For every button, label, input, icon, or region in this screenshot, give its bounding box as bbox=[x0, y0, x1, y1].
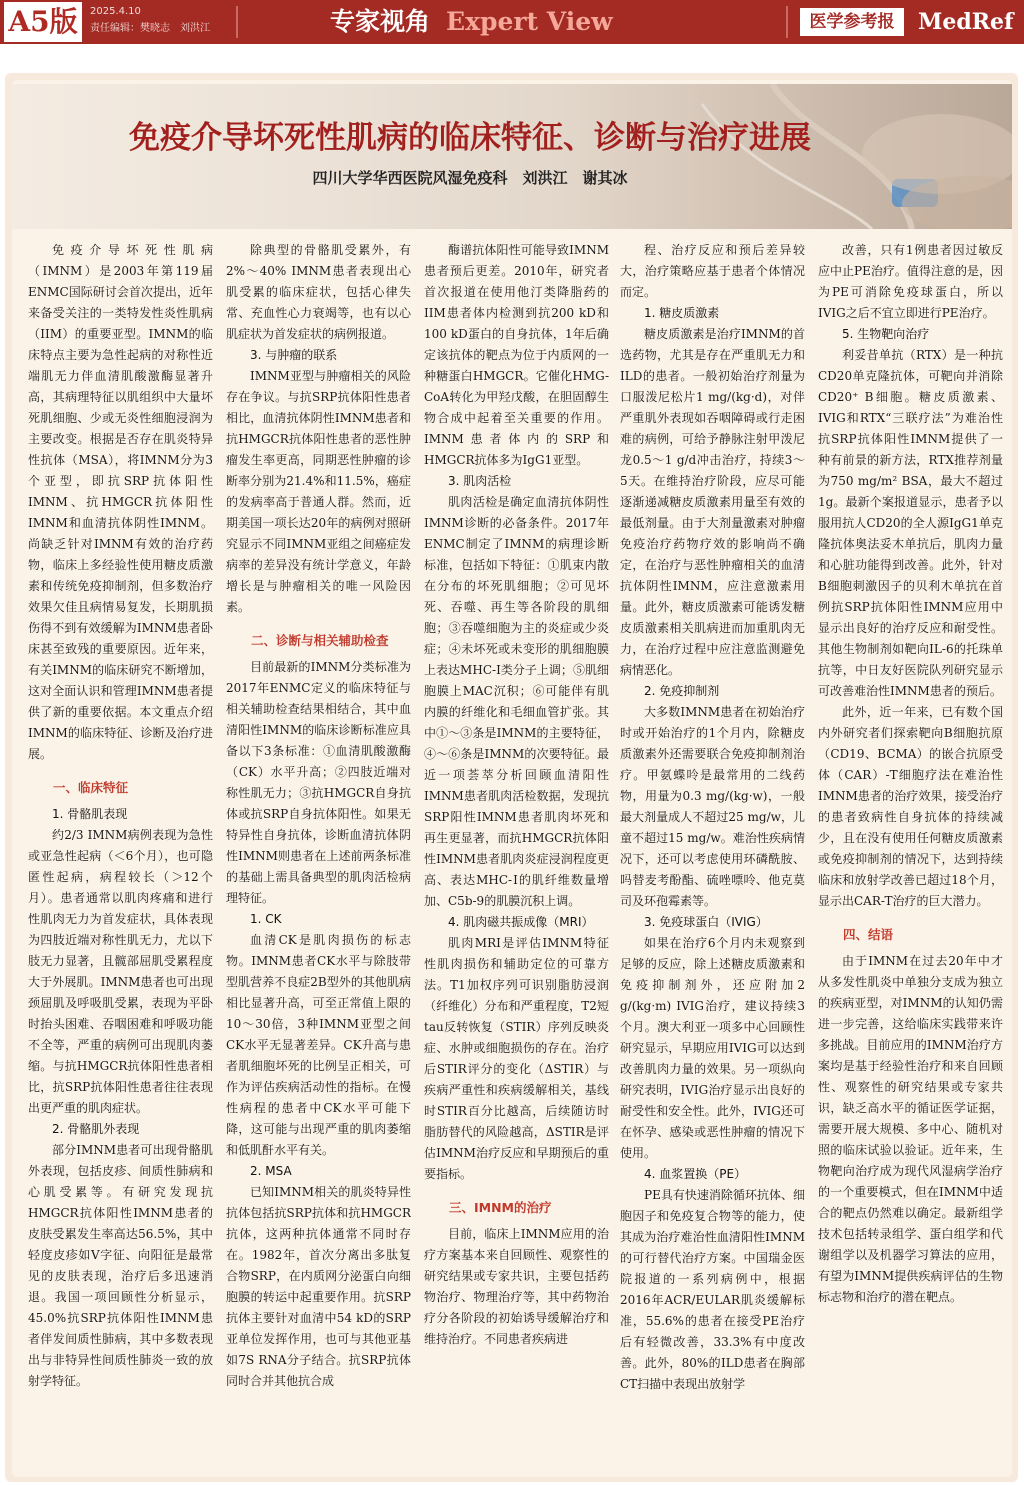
column-title-en: Expert View bbox=[446, 7, 613, 36]
subsection-heading: 5. 生物靶向治疗 bbox=[842, 327, 930, 341]
paragraph: 程、治疗反应和预后差异较大，治疗策略应基于患者个体情况而定。 bbox=[620, 243, 805, 299]
paragraph: 目前，临床上IMNM应用的治疗方案基本来自回顾性、观察性的研究结果或专家共识，主要包括药物治疗、物理治疗等，其中药物治疗分各阶段的初始诱导缓解治疗和维持治疗。不同患者疾病进 bbox=[424, 1227, 609, 1346]
paragraph: 约2/3 IMNM病例表现为急性或亚急性起病（＜6个月），也可隐匿性起病，病程较长（＞12个月）。患者通常以肌肉疼痛和进行性肌肉无力为首发症状，具体表现为四肢近端对称性肌无力，尤以下肢无力显著，且髋部屈肌受累程度大于外展肌。IMNM患者也可出现颈屈肌及呼吸肌受累，表现为平卧时抬头困难、吞咽困难和呼吸功能不全等，严重的病例可出现肌肉萎缩。与抗HMGCR抗体阳性患者相比，抗SRP抗体阳性患者往往表现出更严重的肌肉症状。 bbox=[28, 828, 213, 1115]
subsection-heading: 3. 肌肉活检 bbox=[448, 474, 512, 488]
column-title-cn: 专家视角 bbox=[330, 7, 431, 36]
subsection-heading: 3. 免疫球蛋白（IVIG） bbox=[644, 915, 768, 929]
article-column-1 bbox=[28, 240, 213, 1472]
paragraph: 肌肉活检是确定血清抗体阴性IMNM诊断的必备条件。2017年ENMC制定了IMNM的病理诊断标准，包括如下特征：①肌束内散在分布的坏死肌细胞；②可见坏死、吞噬、再生等各阶段的肌细胞；③吞噬细胞为主的炎症或少炎症；④未坏死或未变形的肌细胞膜上表达MHC-Ⅰ类分子上调；⑤肌细胞膜上MAC沉积；⑥可能伴有肌内膜的纤维化和毛细血管扩张。其中①～③条是IMNM的主要特征，④～⑥条是IMNM的次要特征。最近一项荟萃分析回顾血清阳性IMNM患者肌肉活检数据，发现抗SRP阳性IMNM患者肌肉坏死和再生更显著，而抗HMGCR抗体阳性IMNM患者肌肉炎症浸润程度更高、表达MHC-Ⅰ的肌纤维数量增加、C5b-9的肌膜沉积上调。 bbox=[424, 495, 609, 908]
subsection-heading: 3. 与肿瘤的联系 bbox=[250, 348, 338, 362]
subsection-heading: 2. MSA bbox=[250, 1164, 292, 1178]
section-heading: 四、结语 bbox=[843, 927, 894, 942]
paragraph: 由于IMNM在过去20年中才从多发性肌炎中单独分支成为独立的疾病亚型，对IMNM的认知仍需进一步完善，这给临床实践带来许多挑战。目前应用的IMNM治疗方案均是基于经验性治疗和来自回顾性、观察性的研究结果或专家共识，缺乏高水平的循证医学证据，需要开展大规模、多中心、随机对照的临床试验以验证。近年来，生物靶向治疗成为现代风湿病学治疗的一个重要模式，但在IMNM中适合的靶点仍然难以确定。最新组学技术包括转录组学、蛋白组学和代谢组学以及机器学习算法的应用，有望为IMNM提供疾病评估的生物标志物和治疗的潜在靶点。 bbox=[818, 954, 1003, 1304]
subsection-heading: 2. 免疫抑制剂 bbox=[644, 684, 720, 698]
article-column-3 bbox=[424, 240, 609, 1472]
paragraph: IMNM亚型与肿瘤相关的风险存在争议。与抗SRP抗体阳性患者相比，血清抗体阴性IMNM患者和抗HMGCR抗体阳性患者的恶性肿瘤发生率更高，同期恶性肿瘤的诊断率分别为21.4%和11.5%，癌症的发病率高于普通人群。然而，近期美国一项长达20年的病例对照研究显示不同IMNM亚组之间癌症发病率的差异没有统计学意义，年龄增长是与肿瘤相关的唯一风险因素。 bbox=[226, 369, 411, 614]
paragraph: PE具有快速消除循环抗体、细胞因子和免疫复合物等的能力，使其成为治疗难治性血清阳性IMNM的可行替代治疗方案。中国瑞金医院报道的一系列病例中，根据2016年ACR/EULAR肌炎缓解标准，55.6%的患者在接受PE治疗后有轻微改善，33.3%有中度改善。此外，80%的ILD患者在胸部CT扫描中表现出放射学 bbox=[620, 1188, 805, 1391]
article-byline: 四川大学华西医院风湿免疫科 刘洪江 谢其冰 bbox=[312, 169, 628, 187]
column-title bbox=[330, 4, 613, 40]
article-column-2 bbox=[226, 240, 411, 1472]
paragraph: 血清CK是肌肉损伤的标志物。IMNM患者CK水平与除肢带型肌营养不良症2B型外的其他肌病相比显著升高，可至正常值上限的10～30倍，3种IMNM亚型之间CK水平无显著差异。CK升高与患者肌细胞坏死的比例呈正相关，可作为评估疾病活动性的指标。在慢性病程的患者中CK水平可能下降，这可能与出现严重的肌肉萎缩和低肌酐水平有关。 bbox=[226, 933, 411, 1157]
paragraph: 改善，只有1例患者因过敏反应中止PE治疗。值得注意的是，因为PE可消除免疫球蛋白，所以IVIG之后不宜立即进行PE治疗。 bbox=[818, 243, 1003, 320]
paragraph: 已知IMNM相关的肌炎特异性抗体包括抗SRP抗体和抗HMGCR抗体，这两种抗体通常不同时存在。1982年，首次分离出多肽复合物SRP，在内质网分泌蛋白向细胞膜的转运中起重要作用。抗SRP抗体主要针对血清中54 kD的SRP亚单位发挥作用，也可与其他亚基如7S RNA分子结合。抗SRP抗体同时合并其他抗合成 bbox=[226, 1185, 411, 1388]
section-heading: 三、IMNM的治疗 bbox=[449, 1200, 552, 1215]
paragraph: 糖皮质激素是治疗IMNM的首选药物，尤其是存在严重肌无力和ILD的患者。一般初始治疗剂量为口服泼尼松片1 mg/(kg·d)，对伴严重肌外表现如吞咽障碍或行走困难的病例，可给予静脉注射甲泼尼龙0.5～1 g/d冲击治疗，持续3～5天。在维持治疗阶段，应尽可能逐渐递减糖皮质激素用量至有效的最低剂量。由于大剂量激素对肿瘤免疫治疗药物疗效的影响尚不确定，在治疗与恶性肿瘤相关的血清抗体阴性IMNM，应注意激素用量。此外，糖皮质激素可能诱发糖皮质激素相关肌病进而加重肌肉无力，在治疗过程中应注意监测避免病情恶化。 bbox=[620, 327, 805, 677]
article-title: 免疫介导坏死性肌病的临床特征、诊断与治疗进展 bbox=[129, 120, 811, 156]
subsection-heading: 1. CK bbox=[250, 912, 282, 926]
article-column-4 bbox=[620, 240, 805, 1472]
paragraph: 此外，近一年来，已有数个国内外研究者们探索靶向B细胞抗原（CD19、BCMA）的嵌合抗原受体（CAR）-T细胞疗法在难治性IMNM患者的治疗效果，接受治疗的患者致病性自身抗体的持续减少，且在没有使用任何糖皮质激素或免疫抑制剂的情况下，达到持续临床和放射学改善已超过18个月，显示出CAR-T治疗的巨大潜力。 bbox=[818, 705, 1003, 908]
brand-name-cn: 医学参考报 bbox=[800, 8, 904, 36]
paragraph: 酶谱抗体阳性可能导致IMNM患者预后更差。2010年，研究者首次报道在使用他汀类降脂药的IIM患者体内检测到抗200 kD和100 kD蛋白的自身抗体，1年后确定该抗体的靶点为位于内质网的一种糖蛋白HMGCR。它催化HMG-CoA转化为甲羟戊酸，在胆固醇生物合成中起着至关重要的作用。IMNM患者体内的SRP和HMGCR抗体多为IgG1亚型。 bbox=[424, 243, 609, 467]
article-column-5 bbox=[818, 240, 1003, 1472]
paragraph: 大多数IMNM患者在初始治疗时或开始治疗的1个月内，除糖皮质激素外还需要联合免疫抑制剂治疗。甲氨蝶呤是最常用的二线药物，用量为0.3 mg/(kg·w)，一般最大剂量成人不超过25 mg/w，儿童不超过15 mg/w。难治性疾病情况下，还可以考虑使用环磷酰胺、吗替麦考酚酯、硫唑嘌呤、他克莫司及环孢霉素等。 bbox=[620, 705, 805, 908]
subsection-heading: 1. 糖皮质激素 bbox=[644, 306, 720, 320]
editors-line: 责任编辑：樊晓志 刘洪江 bbox=[90, 23, 210, 34]
section-heading: 二、诊断与相关辅助检查 bbox=[251, 633, 389, 648]
section-heading: 一、临床特征 bbox=[53, 780, 129, 795]
header-divider bbox=[786, 6, 788, 38]
paragraph: 目前最新的IMNM分类标准为2017年ENMC定义的临床特征与相关辅助检查结果相结合，其中血清阳性IMNM的临床诊断标准应具备以下3条标准：①血清肌酸激酶（CK）水平升高；②四肢近端对称性肌无力；③抗HMGCR自身抗体或抗SRP自身抗体阳性。如果无特异性自身抗体，诊断血清抗体阴性IMNM则患者在上述前两条标准的基础上需具备典型的肌肉活检病理特征。 bbox=[226, 660, 411, 905]
issue-date: 2025.4.10 bbox=[90, 6, 141, 17]
paragraph: 肌肉MRI是评估IMNM特征性肌肉损伤和辅助定位的可靠方法。T1加权序列可识别脂肪浸润（纤维化）分布和严重程度，T2短tau反转恢复（STIR）序列反映炎症、水肿或细胞损伤的存在。治疗后STIR评分的变化（ΔSTIR）与疾病严重性和疾病缓解相关，基线时STIR百分比越高，后续随访时脂肪替代的风险越高，ΔSTIR是评估IMNM治疗反应和早期预后的重要指标。 bbox=[424, 936, 609, 1181]
paragraph: 如果在治疗6个月内未观察到足够的反应，除上述糖皮质激素和免疫抑制剂外，还应附加2 g/(kg·m) IVIG治疗，建议持续3个月。澳大利亚一项多中心回顾性研究显示，早期应用IVIG可以达到改善肌肉力量的效果。另一项纵向研究表明，IVIG治疗显示出良好的耐受性和安全性。此外，IVIG还可在怀孕、感染或恶性肿瘤的情况下使用。 bbox=[620, 936, 805, 1160]
paragraph: 除典型的骨骼肌受累外，有2%～40% IMNM患者表现出心肌受累的临床症状，包括心律失常、充血性心力衰竭等，也有以心肌症状为首发症状的病例报道。 bbox=[226, 243, 411, 341]
paragraph: 免疫介导坏死性肌病（IMNM）是2003年第119届ENMC国际研讨会首次提出，近年来备受关注的一类特发性炎性肌病（IIM）的重要亚型。IMNM的临床特点主要为急性起病的对称性近端肌无力伴血清肌酸激酶显著升高，其病理特征以肌组织中大量坏死肌细胞、少或无炎性细胞浸润为主要改变。根据是否存在肌炎特异性抗体（MSA），将IMNM分为3个亚型，即抗SRP抗体阳性IMNM、抗HMGCR抗体阳性IMNM和血清抗体阴性IMNM。尚缺乏针对IMNM有效的治疗药物，临床上多经验性使用糖皮质激素和传统免疫抑制剂，但多数治疗效果欠佳且病情易复发，长期肌损伤得不到有效缓解为IMNM患者卧床甚至致残的重要原因。近年来，有关IMNM的临床研究不断增加，这对全面认识和管理IMNM患者提供了新的重要依据。本文重点介绍IMNM的临床特征、诊断及治疗进展。 bbox=[28, 243, 213, 761]
header-divider bbox=[236, 6, 238, 38]
paragraph: 利妥昔单抗（RTX）是一种抗CD20单克隆抗体，可靶向并消除CD20⁺ B细胞。糖皮质激素、IVIG和RTX“三联疗法”为难治性抗SRP抗体阳性IMNM提供了一种有前景的新方法，RTX推荐剂量为750 mg/m² BSA，最大不超过1g。最新个案报道显示，患者予以服用抗人CD20的全人源IgG1单克隆抗体奥法妥木单抗后，肌肉力量和心脏功能得到改善。此外，针对B细胞刺激因子的贝利木单抗在首例抗SRP抗体阳性IMNM应用中显示出良好的治疗反应和耐受性。其他生物制剂如靶向IL-6的托珠单抗等，中日友好医院队列研究显示可改善难治性IMNM患者的预后。 bbox=[818, 348, 1003, 698]
paragraph: 部分IMNM患者可出现骨骼肌外表现，包括皮疹、间质性肺病和心肌受累等。有研究发现抗HMGCR抗体阳性IMNM患者的皮肤受累发生率高达56.5%，其中轻度皮疹如V字征、向阳征是最常见的皮肤表现，治疗后多迅速消退。我国一项回顾性分析显示，45.0%抗SRP抗体阳性IMNM患者伴发间质性肺病，其中多数表现出与非特异性间质性肺炎一致的放射学特征。 bbox=[28, 1143, 213, 1388]
subsection-heading: 4. 血浆置换（PE） bbox=[644, 1167, 747, 1181]
brand-name-en: MedRef bbox=[918, 9, 1014, 35]
subsection-heading: 1. 骨骼肌表现 bbox=[52, 807, 128, 821]
page-header bbox=[0, 0, 1024, 44]
subsection-heading: 4. 肌肉磁共振成像（MRI） bbox=[448, 915, 594, 929]
edition-badge: A5版 bbox=[4, 2, 82, 42]
subsection-heading: 2. 骨骼肌外表现 bbox=[52, 1122, 140, 1136]
